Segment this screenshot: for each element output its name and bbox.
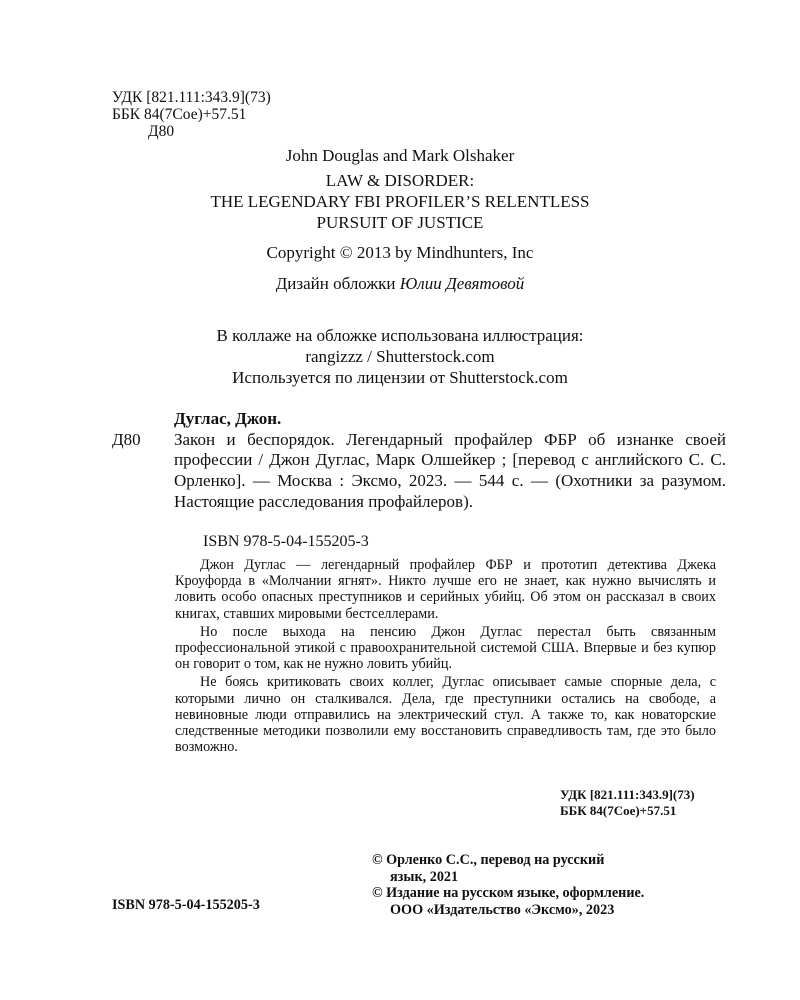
edition-copyright-cont: ООО «Издательство «Эксмо», 2023 xyxy=(390,902,615,919)
copyright-notices xyxy=(372,852,732,919)
edition-copyright: © Издание на русском языке, оформление. xyxy=(372,885,645,902)
author-mark: Д80 xyxy=(148,123,175,140)
bib-code: Д80 xyxy=(112,429,141,449)
bib-description: Закон и беспорядок. Легендарный профайлер ФБР об изнанке своей профессии / Джон Дуглас, Марк Олшейкер ; [перевод с английского С. С. Орленко]. — Москва : Эксмо, 2023. — 544 с. — (Охотники за разумом. Настоящие расследования профайлеров). xyxy=(174,429,726,511)
translation-copyright: © Орленко С.С., перевод на русский xyxy=(372,852,605,868)
udk-footer-code: УДК [821.111:343.9](73) xyxy=(560,787,695,802)
annotation xyxy=(175,557,716,757)
collage-line: Используется по лицензии от Shutterstock.com xyxy=(232,368,568,387)
annotation-paragraph: Но после выхода на пенсию Джон Дуглас перестал быть связанным профессиональной этикой с правоохранительной системой США. Впервые и без купюр он говорит о том, как не нужно ловить убийц. xyxy=(175,623,716,673)
bib-author: Дуглас, Джон. xyxy=(174,409,282,428)
collage-line: rangizzz / Shutterstock.com xyxy=(305,347,495,366)
bibliographic-record xyxy=(112,409,726,513)
isbn-bottom: ISBN 978-5-04-155205-3 xyxy=(112,897,260,913)
udk-footer xyxy=(560,787,695,818)
cover-designer-name: Юлии Девятовой xyxy=(399,274,525,293)
cover-design-credit xyxy=(0,274,800,294)
isbn-record: ISBN 978-5-04-155205-3 xyxy=(203,533,369,550)
udk-block xyxy=(112,89,271,140)
original-title xyxy=(0,170,800,233)
original-title-line: LAW & DISORDER: xyxy=(325,171,475,190)
original-title-line: PURSUIT OF JUSTICE xyxy=(316,213,484,232)
collage-credit xyxy=(0,325,800,388)
copyright-line: Copyright © 2013 by Mindhunters, Inc xyxy=(266,243,534,262)
original-title-line: THE LEGENDARY FBI PROFILER’S RELENTLESS xyxy=(210,192,590,211)
bbk-footer-code: ББК 84(7Сое)+57.51 xyxy=(560,802,677,818)
udk-code: УДК [821.111:343.9](73) xyxy=(112,89,271,106)
original-authors: John Douglas and Mark Olshaker xyxy=(285,146,515,165)
annotation-paragraph: Не боясь критиковать своих коллег, Дуглас описывает самые спорные дела, с которыми лично он сталкивался. Дела, где преступники остались на свободе, а невиновные люди отправились на электрический стул. А также то, как новаторские следственные методики позволили ему восстановить справедливость там, где это было возможно. xyxy=(175,674,716,756)
cover-design-label: Дизайн обложки xyxy=(275,274,396,293)
bbk-code: ББК 84(7Сое)+57.51 xyxy=(112,106,247,123)
annotation-paragraph: Джон Дуглас — легендарный профайлер ФБР и прототип детектива Джека Кроуфорда в «Молчании ягнят». Никто лучше его не знает, как нужно вычислять и ловить особо опасных преступников и серийных убийц. Об этом он рассказал в своих книгах, ставших мировыми бестселлерами. xyxy=(175,557,716,622)
translation-copyright-cont: язык, 2021 xyxy=(390,868,459,885)
collage-line: В коллаже на обложке использована иллюстрация: xyxy=(216,326,584,345)
